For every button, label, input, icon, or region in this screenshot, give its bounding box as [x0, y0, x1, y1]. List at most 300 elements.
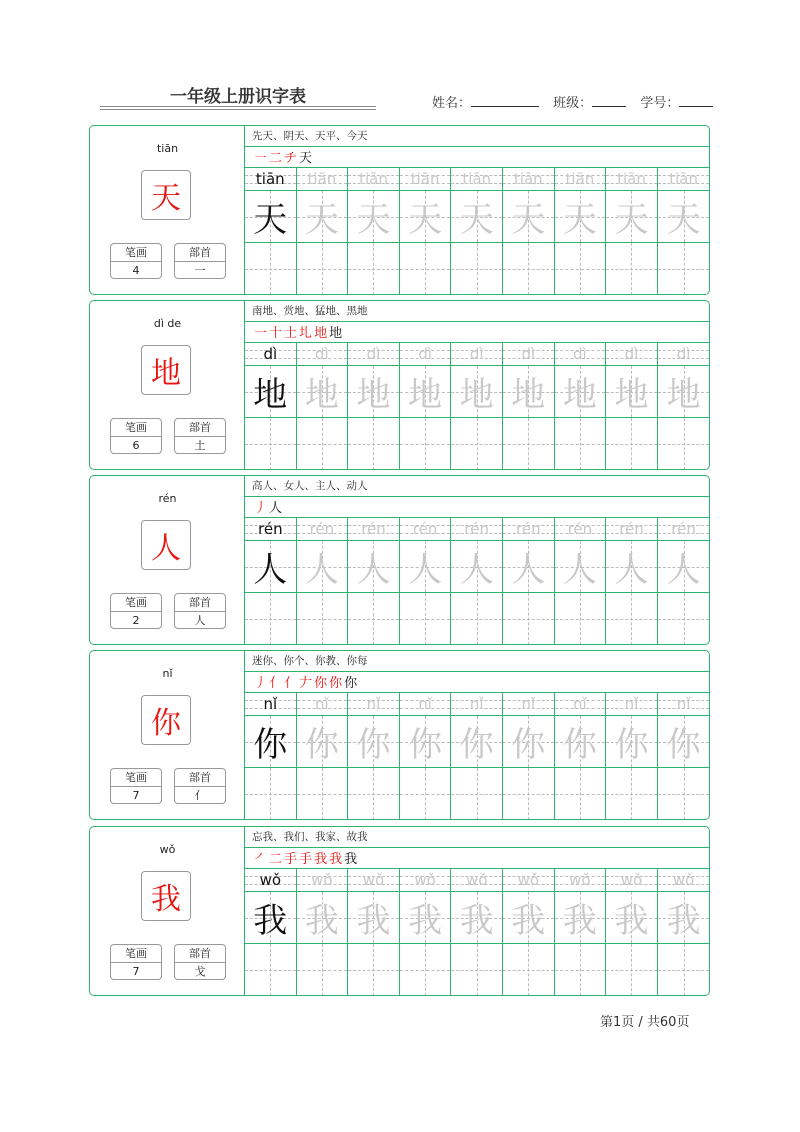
character-info-panel [90, 651, 245, 819]
pinyin-sample: nǐ [263, 695, 278, 713]
character-trace: 你 [459, 725, 494, 765]
grid-column [606, 167, 658, 294]
character-card [89, 475, 710, 645]
grid-column [245, 167, 297, 294]
stroke-step: 圠 [299, 326, 313, 341]
grid-column [555, 342, 607, 469]
writing-box[interactable] [348, 892, 399, 944]
pinyin-trace: rén [361, 520, 386, 538]
stroke-count-box [110, 243, 162, 279]
writing-box[interactable] [451, 541, 502, 593]
character-card [89, 650, 710, 820]
grid-column [400, 167, 452, 294]
writing-box-blank[interactable] [658, 768, 710, 820]
radical-box [174, 243, 226, 279]
pinyin-cell[interactable] [451, 342, 502, 366]
pinyin-cell[interactable] [606, 517, 657, 541]
writing-box[interactable] [555, 892, 606, 944]
character-info-panel [90, 301, 245, 469]
writing-box-blank[interactable] [400, 593, 451, 645]
stroke-step: 𠂇 [299, 676, 313, 691]
writing-box[interactable] [555, 191, 606, 243]
pinyin-cell[interactable] [297, 342, 348, 366]
writing-box-blank[interactable] [503, 944, 554, 996]
writing-box-blank[interactable] [451, 243, 502, 295]
writing-box-blank[interactable] [606, 768, 657, 820]
grid-column [245, 517, 297, 644]
writing-box-blank[interactable] [555, 593, 606, 645]
class-blank[interactable] [592, 94, 626, 107]
student-id-blank[interactable] [679, 94, 713, 107]
writing-box-blank[interactable] [297, 243, 348, 295]
character-trace: 你 [304, 725, 339, 765]
grid-column [503, 342, 555, 469]
pinyin-cell[interactable] [606, 692, 657, 716]
writing-box[interactable] [606, 716, 657, 768]
pinyin-cell[interactable] [606, 868, 657, 892]
pinyin-trace: rén [567, 520, 593, 538]
grid-column [451, 167, 503, 294]
grid-column [297, 517, 349, 644]
pinyin-trace: rén [516, 520, 541, 538]
character-trace: 地 [511, 375, 546, 415]
writing-box[interactable] [245, 892, 296, 944]
pinyin-cell[interactable] [451, 167, 502, 191]
pinyin-cell[interactable] [658, 868, 710, 892]
writing-box[interactable] [348, 541, 399, 593]
character-card [89, 826, 710, 996]
writing-box-blank[interactable] [348, 768, 399, 820]
writing-box[interactable] [606, 366, 657, 418]
writing-box-blank[interactable] [658, 593, 710, 645]
character-trace: 我 [459, 901, 494, 941]
writing-box[interactable] [503, 366, 554, 418]
character-sample: 地 [253, 375, 288, 415]
name-field[interactable]: 姓名： [432, 92, 539, 111]
character-display: 你 [141, 695, 191, 745]
character-trace: 我 [511, 901, 546, 941]
pinyin-cell[interactable] [348, 692, 399, 716]
writing-box-blank[interactable] [245, 944, 296, 996]
writing-box-blank[interactable] [606, 944, 657, 996]
grid-column [245, 342, 297, 469]
writing-box-blank[interactable] [400, 418, 451, 470]
writing-box-blank[interactable] [245, 243, 296, 295]
pinyin-cell[interactable] [555, 692, 606, 716]
writing-box-blank[interactable] [245, 768, 296, 820]
stroke-count-label: 笔画 [111, 419, 161, 437]
stroke-order [245, 496, 709, 518]
pinyin-cell[interactable] [297, 517, 348, 541]
pinyin-trace: tiān [669, 170, 698, 188]
grid-column [658, 517, 710, 644]
grid-column [297, 868, 349, 995]
character-sample: 人 [253, 550, 288, 590]
pinyin-trace: tiān [410, 170, 440, 188]
writing-box-blank[interactable] [503, 593, 554, 645]
writing-box-blank[interactable] [245, 593, 296, 645]
stroke-order [245, 671, 709, 693]
character-pinyin: wǒ [159, 843, 176, 856]
pinyin-cell[interactable] [245, 517, 296, 541]
character-pinyin: dì de [153, 317, 182, 330]
pinyin-cell[interactable] [348, 868, 399, 892]
writing-box[interactable] [658, 366, 710, 418]
character-trace: 我 [666, 901, 701, 941]
pinyin-cell[interactable] [400, 517, 451, 541]
grid-column [451, 517, 503, 644]
pinyin-trace: tiān [307, 170, 337, 188]
example-words: 高人、女人、主人、动人 [245, 476, 709, 497]
writing-box[interactable] [658, 191, 710, 243]
writing-box-blank[interactable] [451, 593, 502, 645]
pinyin-cell[interactable] [400, 868, 451, 892]
pinyin-trace: nǐ [418, 695, 432, 713]
pinyin-cell[interactable] [245, 692, 296, 716]
radical-value: 戈 [194, 965, 206, 978]
writing-box[interactable] [245, 716, 296, 768]
writing-grid [245, 167, 709, 294]
student-info-fields [432, 92, 723, 111]
grid-column [503, 167, 555, 294]
writing-box[interactable] [451, 716, 502, 768]
character-trace: 你 [562, 725, 597, 765]
radical-label: 部首 [175, 244, 225, 262]
pinyin-sample: dì [263, 345, 278, 363]
pinyin-cell[interactable] [400, 167, 451, 191]
writing-box[interactable] [348, 716, 399, 768]
writing-box[interactable] [297, 716, 348, 768]
grid-column [348, 692, 400, 819]
pinyin-trace: wǒ [414, 871, 436, 889]
pinyin-cell[interactable] [658, 517, 710, 541]
stroke-step: 人 [269, 501, 283, 516]
writing-box[interactable] [348, 366, 399, 418]
writing-box[interactable] [297, 366, 348, 418]
writing-box-blank[interactable] [658, 418, 710, 470]
stroke-step: 二 [269, 852, 283, 867]
stroke-step: 我 [344, 852, 358, 867]
grid-column [606, 692, 658, 819]
radical-box [174, 418, 226, 454]
pinyin-cell[interactable] [245, 868, 296, 892]
writing-box-blank[interactable] [297, 944, 348, 996]
stroke-count-box [110, 944, 162, 980]
pinyin-trace: dì [521, 345, 536, 363]
character-trace: 人 [511, 550, 546, 590]
radical-value: 人 [194, 614, 206, 627]
character-pinyin: rén [158, 492, 177, 505]
writing-box[interactable] [245, 541, 296, 593]
writing-box[interactable] [503, 716, 554, 768]
pinyin-cell[interactable] [348, 517, 399, 541]
writing-box-blank[interactable] [503, 768, 554, 820]
example-words: 先天、阴天、天平、今天 [245, 126, 709, 147]
writing-box-blank[interactable] [503, 418, 554, 470]
writing-box[interactable] [503, 541, 554, 593]
pinyin-trace: wǒ [569, 871, 591, 889]
character-trace: 天 [408, 200, 443, 240]
writing-box-blank[interactable] [658, 243, 710, 295]
character-sample: 你 [253, 725, 288, 765]
character-trace: 地 [459, 375, 494, 415]
radical-value: 亻 [194, 789, 206, 802]
writing-box[interactable] [606, 191, 657, 243]
pinyin-trace: nǐ [469, 695, 484, 713]
stroke-order [245, 146, 709, 168]
stroke-step: 一 [254, 326, 268, 341]
stroke-step: 地 [314, 326, 328, 341]
writing-box[interactable] [245, 366, 296, 418]
stroke-step: 亻 [269, 676, 283, 691]
writing-box-blank[interactable] [606, 418, 657, 470]
pinyin-trace: wǒ [362, 871, 385, 889]
pinyin-trace: nǐ [366, 695, 381, 713]
pinyin-trace: dì [624, 345, 639, 363]
grid-column [555, 692, 607, 819]
writing-box-blank[interactable] [451, 768, 502, 820]
stroke-step: 你 [344, 676, 358, 691]
pinyin-trace: wǒ [517, 871, 540, 889]
character-trace: 人 [666, 550, 701, 590]
stroke-step: ㇒ [254, 852, 268, 867]
pinyin-cell[interactable] [503, 517, 554, 541]
pinyin-cell[interactable] [451, 517, 502, 541]
pinyin-cell[interactable] [297, 167, 348, 191]
writing-box[interactable] [606, 541, 657, 593]
writing-box[interactable] [400, 366, 451, 418]
stroke-step: 丿 [254, 676, 268, 691]
character-trace: 人 [614, 550, 649, 590]
grid-column [245, 868, 297, 995]
writing-box-blank[interactable] [297, 768, 348, 820]
writing-box[interactable] [451, 191, 502, 243]
writing-box[interactable] [348, 191, 399, 243]
pinyin-cell[interactable] [245, 167, 296, 191]
character-trace: 我 [562, 901, 597, 941]
pinyin-cell[interactable] [555, 167, 606, 191]
stroke-count-value: 7 [132, 965, 140, 978]
character-trace: 你 [511, 725, 546, 765]
writing-box[interactable] [400, 541, 451, 593]
grid-column [555, 868, 607, 995]
writing-box[interactable] [606, 892, 657, 944]
pinyin-cell[interactable] [348, 167, 399, 191]
writing-box-blank[interactable] [348, 418, 399, 470]
pinyin-cell[interactable] [400, 692, 451, 716]
radical-box [174, 593, 226, 629]
pinyin-trace: rén [464, 520, 489, 538]
character-trace: 你 [408, 725, 443, 765]
pinyin-cell[interactable] [503, 342, 554, 366]
pinyin-cell[interactable] [451, 868, 502, 892]
writing-box-blank[interactable] [451, 944, 502, 996]
stroke-step: 丿 [254, 501, 268, 516]
pinyin-trace: tiān [513, 170, 543, 188]
stroke-step: 地 [329, 326, 343, 341]
character-display: 我 [141, 871, 191, 921]
writing-box[interactable] [658, 892, 710, 944]
writing-box[interactable] [555, 366, 606, 418]
character-trace: 人 [304, 550, 339, 590]
stroke-step: 你 [329, 676, 343, 691]
stroke-order [245, 847, 709, 869]
pinyin-trace: wǒ [620, 871, 643, 889]
writing-box-blank[interactable] [555, 944, 606, 996]
writing-box[interactable] [503, 191, 554, 243]
pinyin-sample: rén [258, 520, 283, 538]
grid-column [606, 342, 658, 469]
pinyin-cell[interactable] [348, 342, 399, 366]
stroke-order [245, 321, 709, 343]
pinyin-trace: tiān [565, 170, 595, 188]
writing-box-blank[interactable] [555, 243, 606, 295]
writing-box-blank[interactable] [348, 944, 399, 996]
writing-box[interactable] [658, 716, 710, 768]
writing-box-blank[interactable] [348, 593, 399, 645]
writing-box-blank[interactable] [245, 418, 296, 470]
writing-box-blank[interactable] [348, 243, 399, 295]
writing-box[interactable] [451, 892, 502, 944]
pinyin-cell[interactable] [297, 868, 348, 892]
writing-grid [245, 517, 709, 644]
pinyin-trace: dì [366, 345, 381, 363]
writing-box[interactable] [451, 366, 502, 418]
grid-column [606, 868, 658, 995]
pinyin-cell[interactable] [606, 167, 657, 191]
stroke-step: 天 [299, 151, 313, 166]
character-trace: 人 [562, 550, 597, 590]
pinyin-trace: dì [315, 345, 329, 363]
stroke-count-label: 笔画 [111, 244, 161, 262]
class-field[interactable]: 班级： [553, 92, 626, 111]
practice-area [245, 301, 709, 469]
radical-label: 部首 [175, 769, 225, 787]
stroke-step: 我 [329, 852, 343, 867]
pinyin-trace: wǒ [465, 871, 488, 889]
pinyin-trace: tiān [617, 170, 646, 188]
character-trace: 天 [562, 200, 597, 240]
grid-column [400, 342, 452, 469]
writing-box-blank[interactable] [297, 418, 348, 470]
writing-box[interactable] [297, 541, 348, 593]
writing-box[interactable] [245, 191, 296, 243]
writing-box-blank[interactable] [451, 418, 502, 470]
writing-box[interactable] [400, 191, 451, 243]
writing-box-blank[interactable] [400, 944, 451, 996]
pinyin-cell[interactable] [245, 342, 296, 366]
radical-value: 一 [194, 264, 206, 277]
writing-box[interactable] [297, 191, 348, 243]
stroke-count-label: 笔画 [111, 769, 161, 787]
pinyin-trace: rén [309, 520, 335, 538]
character-info-panel [90, 476, 245, 644]
writing-box[interactable] [400, 892, 451, 944]
radical-box [174, 944, 226, 980]
pinyin-cell[interactable] [555, 868, 606, 892]
pinyin-cell[interactable] [555, 517, 606, 541]
character-trace: 我 [304, 901, 339, 941]
pinyin-cell[interactable] [658, 342, 710, 366]
character-trace: 天 [356, 200, 391, 240]
page-number: 第1页 / 共60页 [600, 1015, 690, 1030]
character-sample: 我 [253, 901, 288, 941]
student-id-field[interactable]: 学号： [640, 92, 713, 111]
practice-area [245, 476, 709, 644]
stroke-count-box [110, 768, 162, 804]
character-trace: 地 [356, 375, 391, 415]
pinyin-trace: nǐ [573, 695, 587, 713]
grid-column [555, 517, 607, 644]
character-trace: 地 [562, 375, 597, 415]
pinyin-cell[interactable] [451, 692, 502, 716]
pinyin-cell[interactable] [658, 692, 710, 716]
pinyin-cell[interactable] [503, 167, 554, 191]
radical-label: 部首 [175, 945, 225, 963]
stroke-count-box [110, 593, 162, 629]
grid-column [451, 868, 503, 995]
writing-box[interactable] [658, 541, 710, 593]
writing-box[interactable] [400, 716, 451, 768]
writing-box-blank[interactable] [606, 243, 657, 295]
pinyin-cell[interactable] [658, 167, 710, 191]
writing-box-blank[interactable] [503, 243, 554, 295]
grid-column [503, 692, 555, 819]
pinyin-cell[interactable] [606, 342, 657, 366]
pinyin-cell[interactable] [297, 692, 348, 716]
stroke-count-value: 4 [132, 264, 140, 277]
writing-box-blank[interactable] [400, 243, 451, 295]
writing-box[interactable] [555, 716, 606, 768]
pinyin-cell[interactable] [400, 342, 451, 366]
pinyin-trace: dì [418, 345, 432, 363]
grid-column [658, 692, 710, 819]
writing-box-blank[interactable] [658, 944, 710, 996]
grid-column [348, 167, 400, 294]
writing-box-blank[interactable] [555, 768, 606, 820]
stroke-step: ㇐ [254, 151, 268, 166]
title-underline [100, 106, 376, 107]
grid-column [503, 517, 555, 644]
pinyin-trace: rén [671, 520, 696, 538]
grid-column [400, 868, 452, 995]
writing-box-blank[interactable] [400, 768, 451, 820]
stroke-count-value: 2 [132, 614, 140, 627]
stroke-count-label: 笔画 [111, 945, 161, 963]
pinyin-cell[interactable] [503, 868, 554, 892]
writing-box-blank[interactable] [555, 418, 606, 470]
radical-value: 土 [194, 439, 206, 452]
pinyin-cell[interactable] [555, 342, 606, 366]
stroke-step: 亻 [284, 676, 298, 691]
pinyin-cell[interactable] [503, 692, 554, 716]
character-trace: 人 [408, 550, 443, 590]
writing-box-blank[interactable] [606, 593, 657, 645]
writing-box[interactable] [297, 892, 348, 944]
radical-label: 部首 [175, 594, 225, 612]
writing-grid [245, 342, 709, 469]
character-trace: 人 [356, 550, 391, 590]
writing-box[interactable] [555, 541, 606, 593]
grid-column [503, 868, 555, 995]
pinyin-trace: dì [676, 345, 691, 363]
name-blank[interactable] [471, 94, 539, 107]
grid-column [606, 517, 658, 644]
writing-box-blank[interactable] [297, 593, 348, 645]
writing-box[interactable] [503, 892, 554, 944]
stroke-count-value: 6 [132, 439, 140, 452]
pinyin-trace: wǒ [311, 871, 333, 889]
